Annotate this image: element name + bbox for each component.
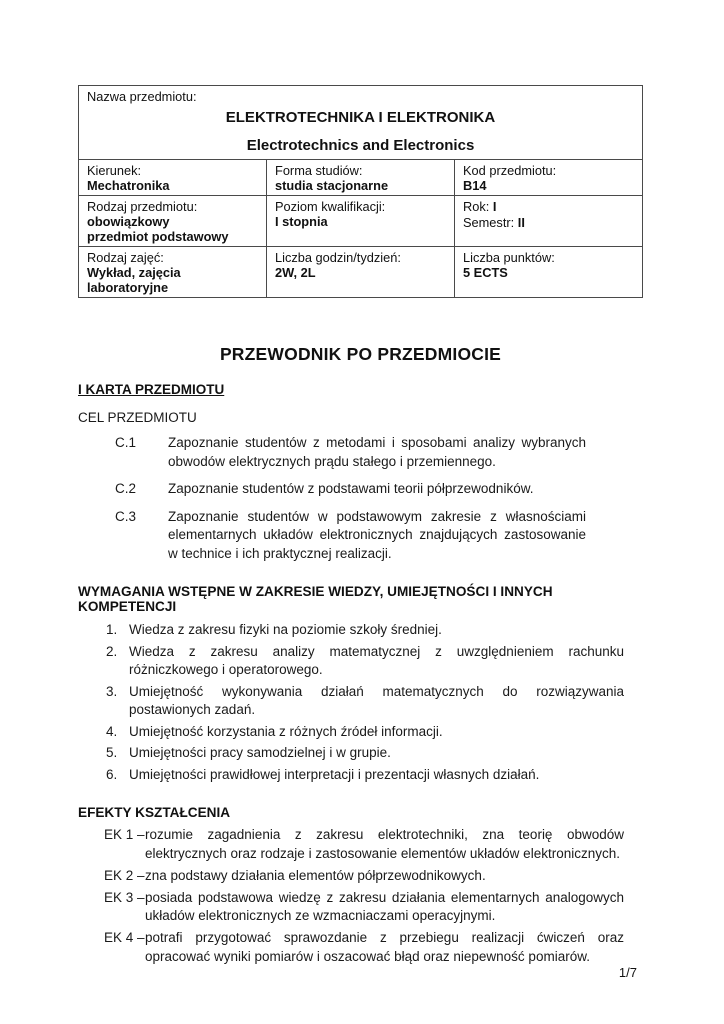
efekty-heading: EFEKTY KSZTAŁCENIA [78,805,231,820]
course-name-cell [79,86,643,160]
cel-item [78,508,643,564]
liczba-godzin-cell [267,247,455,298]
liczba-godzin-label: Liczba godzin/tydzień: [275,250,401,265]
table-row [79,160,643,196]
efekt-id: EK 4 – [104,930,145,945]
poziom-kwalifikacji-value: I stopnia [275,214,328,229]
efekt-text: rozumie zagadnienia z zakresu elektrotechniki, zna teorię obwodów elektrycznych oraz rodzaje i zastosowanie elementów układów elektronicznych. [145,827,624,861]
list-item-number: 5. [106,745,118,760]
list-item [78,723,643,742]
cel-item [78,434,643,471]
list-item [78,766,643,785]
semestr-line [463,215,634,231]
list-item-number: 6. [106,766,118,782]
list-item-number: 2. [106,643,118,659]
efekt-id: EK 2 – [104,867,145,883]
efekt-item [78,826,643,863]
liczba-godzin-value: 2W, 2L [275,265,316,280]
kod-przedmiotu-cell [455,160,643,196]
course-title-pl: ELEKTROTECHNIKA I ELEKTRONIKA [225,109,496,126]
list-item-text: Umiejętności pracy samodzielnej i w grupie. [129,745,391,760]
rok-semestr-cell [455,196,643,247]
kod-przedmiotu-value: B14 [463,178,487,193]
cel-id: C.1 [115,435,137,450]
semestr-value: II [517,215,525,230]
efekt-text: potrafi przygotować sprawozdanie z przebiegu realizacji ćwiczeń oraz opracować wyniki pomiarów i oszacować błąd oraz niepewność pomiarów. [145,930,624,964]
poziom-kwalifikacji-label: Poziom kwalifikacji: [275,199,386,214]
efekt-item [78,929,643,966]
rodzaj-przedmiotu-cell [79,196,267,247]
rodzaj-zajec-cell [79,247,267,298]
table-row-title [79,86,643,160]
course-info-table [78,85,643,298]
list-item-number: 4. [106,723,118,739]
list-item-text: Umiejętność wykonywania działań matematycznych do rozwiązywania postawionych zadań. [129,683,624,717]
course-name-label: Nazwa przedmiotu: [87,89,197,104]
efekt-text: posiada podstawowa wiedzę z zakresu działania elementarnych analogowych układów elektronicznych ze wzmacniaczami operacyjnymi. [145,889,624,923]
cel-id: C.3 [115,508,137,524]
wymagania-heading: WYMAGANIA WSTĘPNE W ZAKRESIE WIEDZY, UMIEJĘTNOŚCI I INNYCH KOMPETENCJI [78,584,553,614]
cel-text: Zapoznanie studentów z podstawami teorii półprzewodników. [168,481,534,496]
kierunek-cell [79,160,267,196]
list-item [78,621,643,640]
liczba-punktow-cell [455,247,643,298]
table-row [79,247,643,298]
page-title: PRZEWODNIK PO PRZEDMIOCIE [219,344,502,364]
cel-przedmiotu-heading: CEL PRZEDMIOTU [78,410,197,425]
efekt-item [78,889,643,926]
list-item-text: Wiedza z zakresu fizyki na poziomie szkoły średniej. [129,622,442,637]
list-item-number: 1. [106,622,118,637]
list-item [78,683,643,720]
efekt-text: zna podstawy działania elementów półprzewodnikowych. [145,867,486,883]
kierunek-value: Mechatronika [87,178,170,193]
rodzaj-zajec-value: Wykład, zajęcia laboratoryjne [87,265,181,295]
cel-text: Zapoznanie studentów w podstawowym zakresie z własnościami elementarnych układów elektronicznych znajdujących zastosowanie w technice i ich praktycznej realizacji. [168,508,586,561]
cel-text: Zapoznanie studentów z metodami i sposobami analizy wybranych obwodów elektrycznych prądu stałego i przemiennego. [168,435,586,469]
list-item-text: Umiejętności prawidłowej interpretacji i prezentacji własnych działań. [129,766,540,782]
wymagania-list [78,621,643,784]
kod-przedmiotu-label: Kod przedmiotu: [463,163,557,178]
rok-label: Rok: [463,199,490,214]
efekt-item [78,867,643,886]
list-item-text: Umiejętność korzystania z różnych źródeł informacji. [129,723,443,739]
liczba-punktow-label: Liczba punktów: [463,250,555,265]
rodzaj-zajec-label: Rodzaj zajęć: [87,250,164,265]
efekt-id: EK 3 – [104,889,145,905]
liczba-punktow-value: 5 ECTS [463,265,508,280]
rodzaj-przedmiotu-label: Rodzaj przedmiotu: [87,199,198,214]
section-karta-przedmiotu-heading: I KARTA PRZEDMIOTU [78,382,225,397]
efekty-list [78,826,643,966]
forma-studiow-value: studia stacjonarne [275,178,389,193]
rodzaj-przedmiotu-value-line1: obowiązkowy [87,214,170,229]
list-item [78,744,643,763]
course-title-en: Electrotechnics and Electronics [246,137,475,154]
forma-studiow-label: Forma studiów: [275,163,363,178]
cel-id: C.2 [115,481,137,496]
list-item [78,643,643,680]
forma-studiow-cell [267,160,455,196]
poziom-kwalifikacji-cell [267,196,455,247]
semestr-label: Semestr: [463,215,515,230]
rok-value: I [492,199,497,214]
document-content [78,85,643,966]
list-item-number: 3. [106,683,118,699]
table-row [79,196,643,247]
list-item-text: Wiedza z zakresu analizy matematycznej z uwzględnieniem rachunku różniczkowego i operatorowego. [129,643,624,677]
efekt-id: EK 1 – [104,827,145,842]
rodzaj-przedmiotu-value-line2: przedmiot podstawowy [87,229,229,244]
rok-line [463,199,634,215]
kierunek-label: Kierunek: [87,163,142,178]
cel-item [78,480,643,499]
page-number: 1/7 [618,965,637,980]
